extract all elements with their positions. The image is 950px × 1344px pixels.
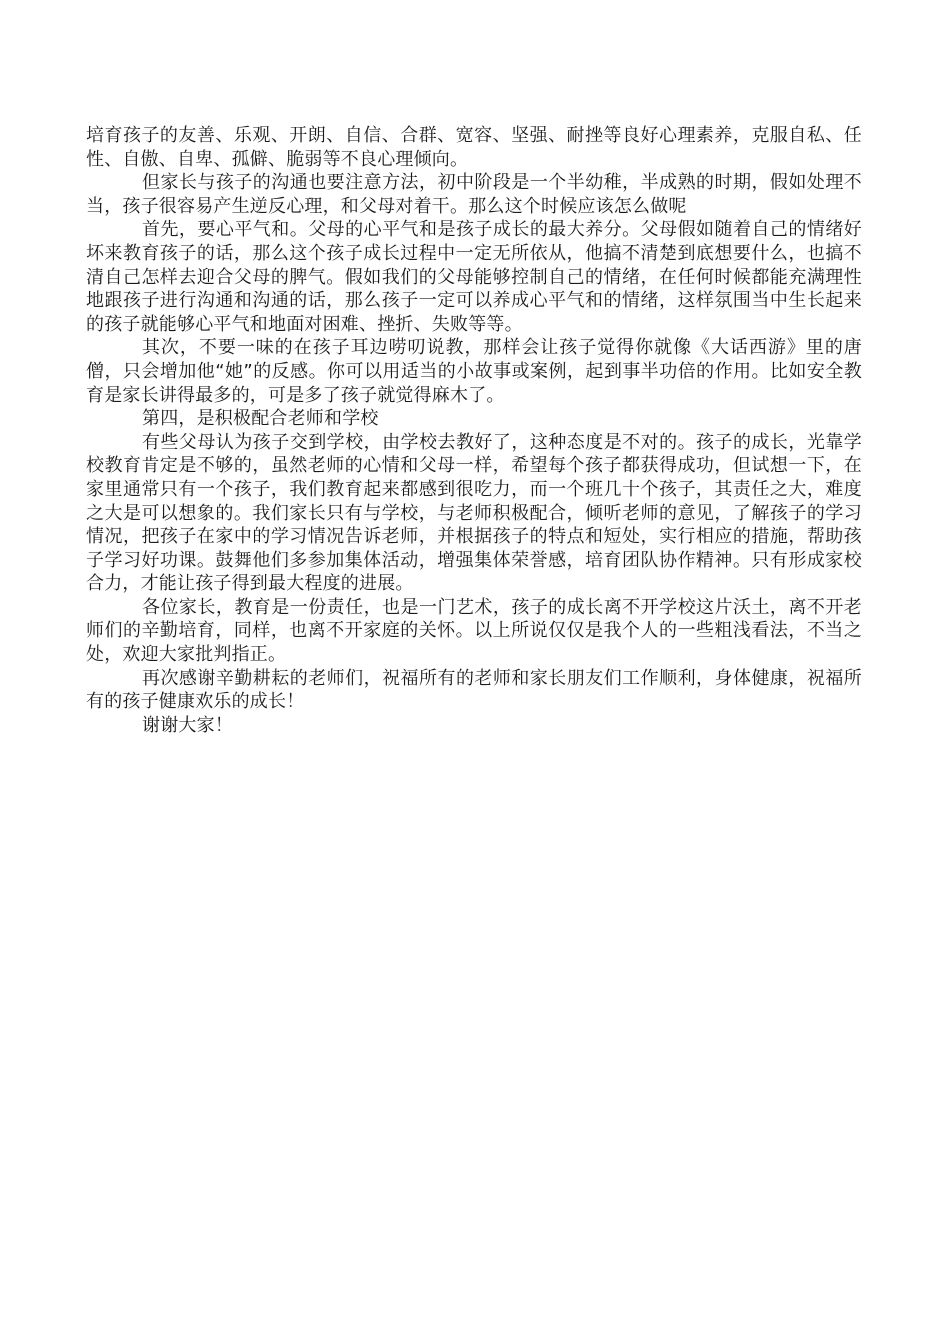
- closing-line: 谢谢大家！: [142, 714, 233, 736]
- paragraph: 再次感谢辛勤耕耘的老师们，祝福所有的老师和家长朋友们工作顺利，身体健康，祝福所有的孩子健康欢乐的成长！: [86, 667, 862, 713]
- paragraph: 其次，不要一味的在孩子耳边唠叨说教，那样会让孩子觉得你就像《大话西游》里的唐僧，只会增加他“她”的反感。你可以用适当的小故事或案例，起到事半功倍的作用。比如安全教育是家长讲得最多的，可是多了孩子就觉得麻木了。: [86, 337, 862, 406]
- paragraph: 有些父母认为孩子交到学校，由学校去教好了，这种态度是不对的。孩子的成长，光靠学校教育肯定是不够的，虽然老师的心情和父母一样，希望每个孩子都获得成功，但试想一下，在家里通常只有一个孩子，我们教育起来都感到很吃力，而一个班几十个孩子，其责任之大，难度之大是可以想象的。我们家长只有与学校，与老师积极配合，倾听老师的意见，了解孩子的学习情况，把孩子在家中的学习情况告诉老师，并根据孩子的特点和短处，实行相应的措施，帮助孩子学习好功课。鼓舞他们多参加集体活动，增强集体荣誉感，培育团队协作精神。只有形成家校合力，才能让孩子得到最大程度的进展。: [86, 431, 862, 595]
- paragraph: 培育孩子的友善、乐观、开朗、自信、合群、宽容、坚强、耐挫等良好心理素养，克服自私、任性、自傲、自卑、孤僻、脆弱等不良心理倾向。: [86, 125, 862, 170]
- section-heading: 第四，是积极配合老师和学校: [142, 408, 379, 430]
- paragraph: 首先，要心平气和。父母的心平气和是孩子成长的最大养分。父母假如随着自己的情绪好坏来教育孩子的话，那么这个孩子成长过程中一定无所依从，他搞不清楚到底想要什么，也搞不清自己怎样去迎合父母的脾气。假如我们的父母能够控制自己的情绪，在任何时候都能充满理性地跟孩子进行沟通和沟通的话，那么孩子一定可以养成心平气和的情绪，这样氛围当中生长起来的孩子就能够心平气和地面对困难、挫折、失败等等。: [86, 219, 862, 335]
- document-page: [86, 124, 862, 737]
- paragraph: 但家长与孩子的沟通也要注意方法，初中阶段是一个半幼稚，半成熟的时期，假如处理不当，孩子很容易产生逆反心理，和父母对着干。那么这个时候应该怎么做呢: [86, 172, 862, 217]
- paragraph: 各位家长，教育是一份责任，也是一门艺术，孩子的成长离不开学校这片沃土，离不开老师们的辛勤培育，同样，也离不开家庭的关怀。以上所说仅仅是我个人的一些粗浅看法，不当之处，欢迎大家批判指正。: [86, 596, 862, 666]
